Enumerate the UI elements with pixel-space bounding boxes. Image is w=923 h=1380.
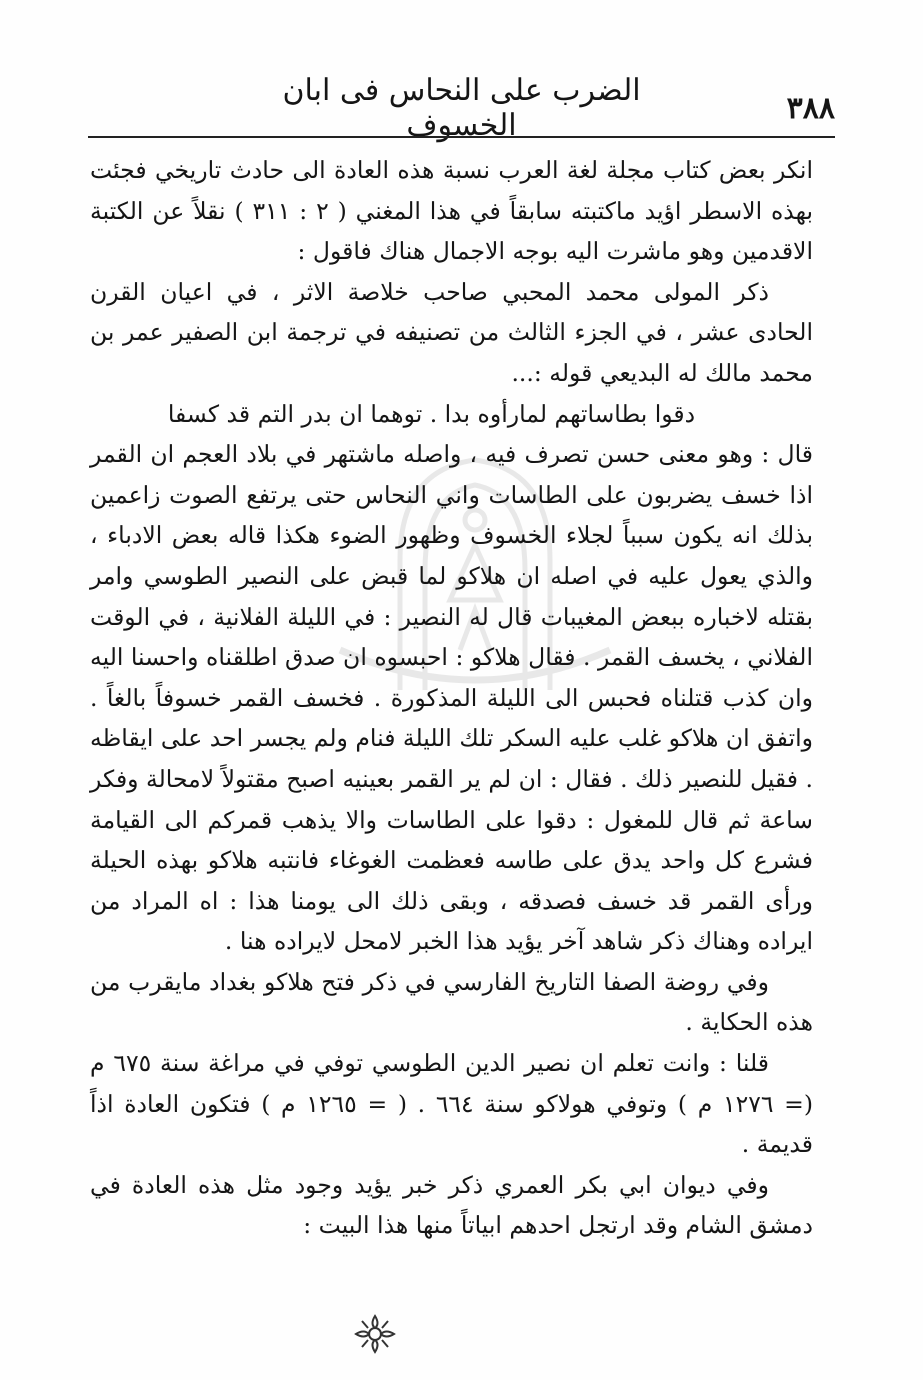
- body-text: [90, 150, 813, 1246]
- header-rule: [88, 136, 835, 138]
- paragraph-hulagu-story: قال : وهو معنى حسن تصرف فيه ، واصله ماشتهر في بلاد العجم ان القمر اذا خسف يضربون على الطاسات واني النحاس حتى يرتفع الصوت زاعمين بذلك انه يكون سبباً لجلاء الخسوف وظهور الضوء هكذا قاله بعض الادباء ، والذي يعول عليه في اصله ان هلاكو لما قبض على النصير الطوسي وامر بقتله لاخباره ببعض المغيبات قال له النصير : في الليلة الفلانية ، في الوقت الفلاني ، يخسف القمر . فقال هلاكو : احبسوه ان صدق اطلقناه واحسنا اليه وان كذب قتلناه فحبس الى الليلة المذكورة . فخسف القمر خسوفاً بالغاً . واتفق ان هلاكو غلب عليه السكر تلك الليلة فنام ولم يجسر احد على ايقاظه . فقيل للنصير ذلك . فقال : ان لم ير القمر بعينيه اصبح مقتولاً لامحالة وفكر ساعة ثم قال للمغول : دقوا على الطاسات والا يذهب قمركم الى القيامة فشرع كل واحد يدق على طاسه فعظمت الغوغاء فانتبه هلاكو بهذه الحيلة ورأى القمر قد خسف فصدقه ، وبقى ذلك الى يومنا هذا : اه المراد من ايراده وهناك ذكر شاهد آخر يؤيد هذا الخبر لامحل لايراده هنا .: [90, 440, 813, 956]
- paragraph-intro: انكر بعض كتاب مجلة لغة العرب نسبة هذه العادة الى حادث تاريخي فجئت بهذه الاسطر اؤيد ماكتبته سابقاً في هذا المغني ( ٢ : ٣١١ ) نقلاً عن الكتبة الاقدمين وهو ماشرت اليه بوجه الاجمال هناك فاقول :: [90, 156, 814, 266]
- running-title: الضرب على النحاس فى ابان الخسوف: [282, 73, 641, 143]
- page-header: [88, 73, 835, 143]
- paragraph-dates: قلنا : وانت تعلم ان نصير الدين الطوسي توفي في مراغة سنة ٦٧٥ م (= ١٢٧٦ م ) وتوفي هولاكو سنة ٦٦٤ . ( = ١٢٦٥ م ) فتكون العادة اذاً قديمة .: [90, 1049, 813, 1159]
- verse-line: دقوا بطاساتهم لمارأوه بدا . توهما ان بدر التم قد كسفا: [167, 399, 696, 428]
- paragraph-muhibbi-quote: ذكر المولى محمد المحبي صاحب خلاصة الاثر ، في اعيان القرن الحادى عشر ، في الجزء الثالث من تصنيفه في ترجمة ابن الصفير عمر بن محمد مالك له البديعي قوله :...: [90, 277, 813, 387]
- paragraph-rawdat-al-safa: وفي روضة الصفا التاريخ الفارسي في ذكر فتح هلاكو بغداد مايقرب من هذه الحكاية .: [90, 967, 813, 1037]
- page-number: ٣٨٨: [786, 90, 835, 126]
- paragraph-diwan-umari: وفي ديوان ابي بكر العمري ذكر خبر يؤيد وجود مثل هذه العادة في دمشق الشام وقد ارتجل احدهم ابياتاً منها هذا البيت :: [90, 1170, 813, 1240]
- floral-ornament-icon: [350, 1312, 400, 1356]
